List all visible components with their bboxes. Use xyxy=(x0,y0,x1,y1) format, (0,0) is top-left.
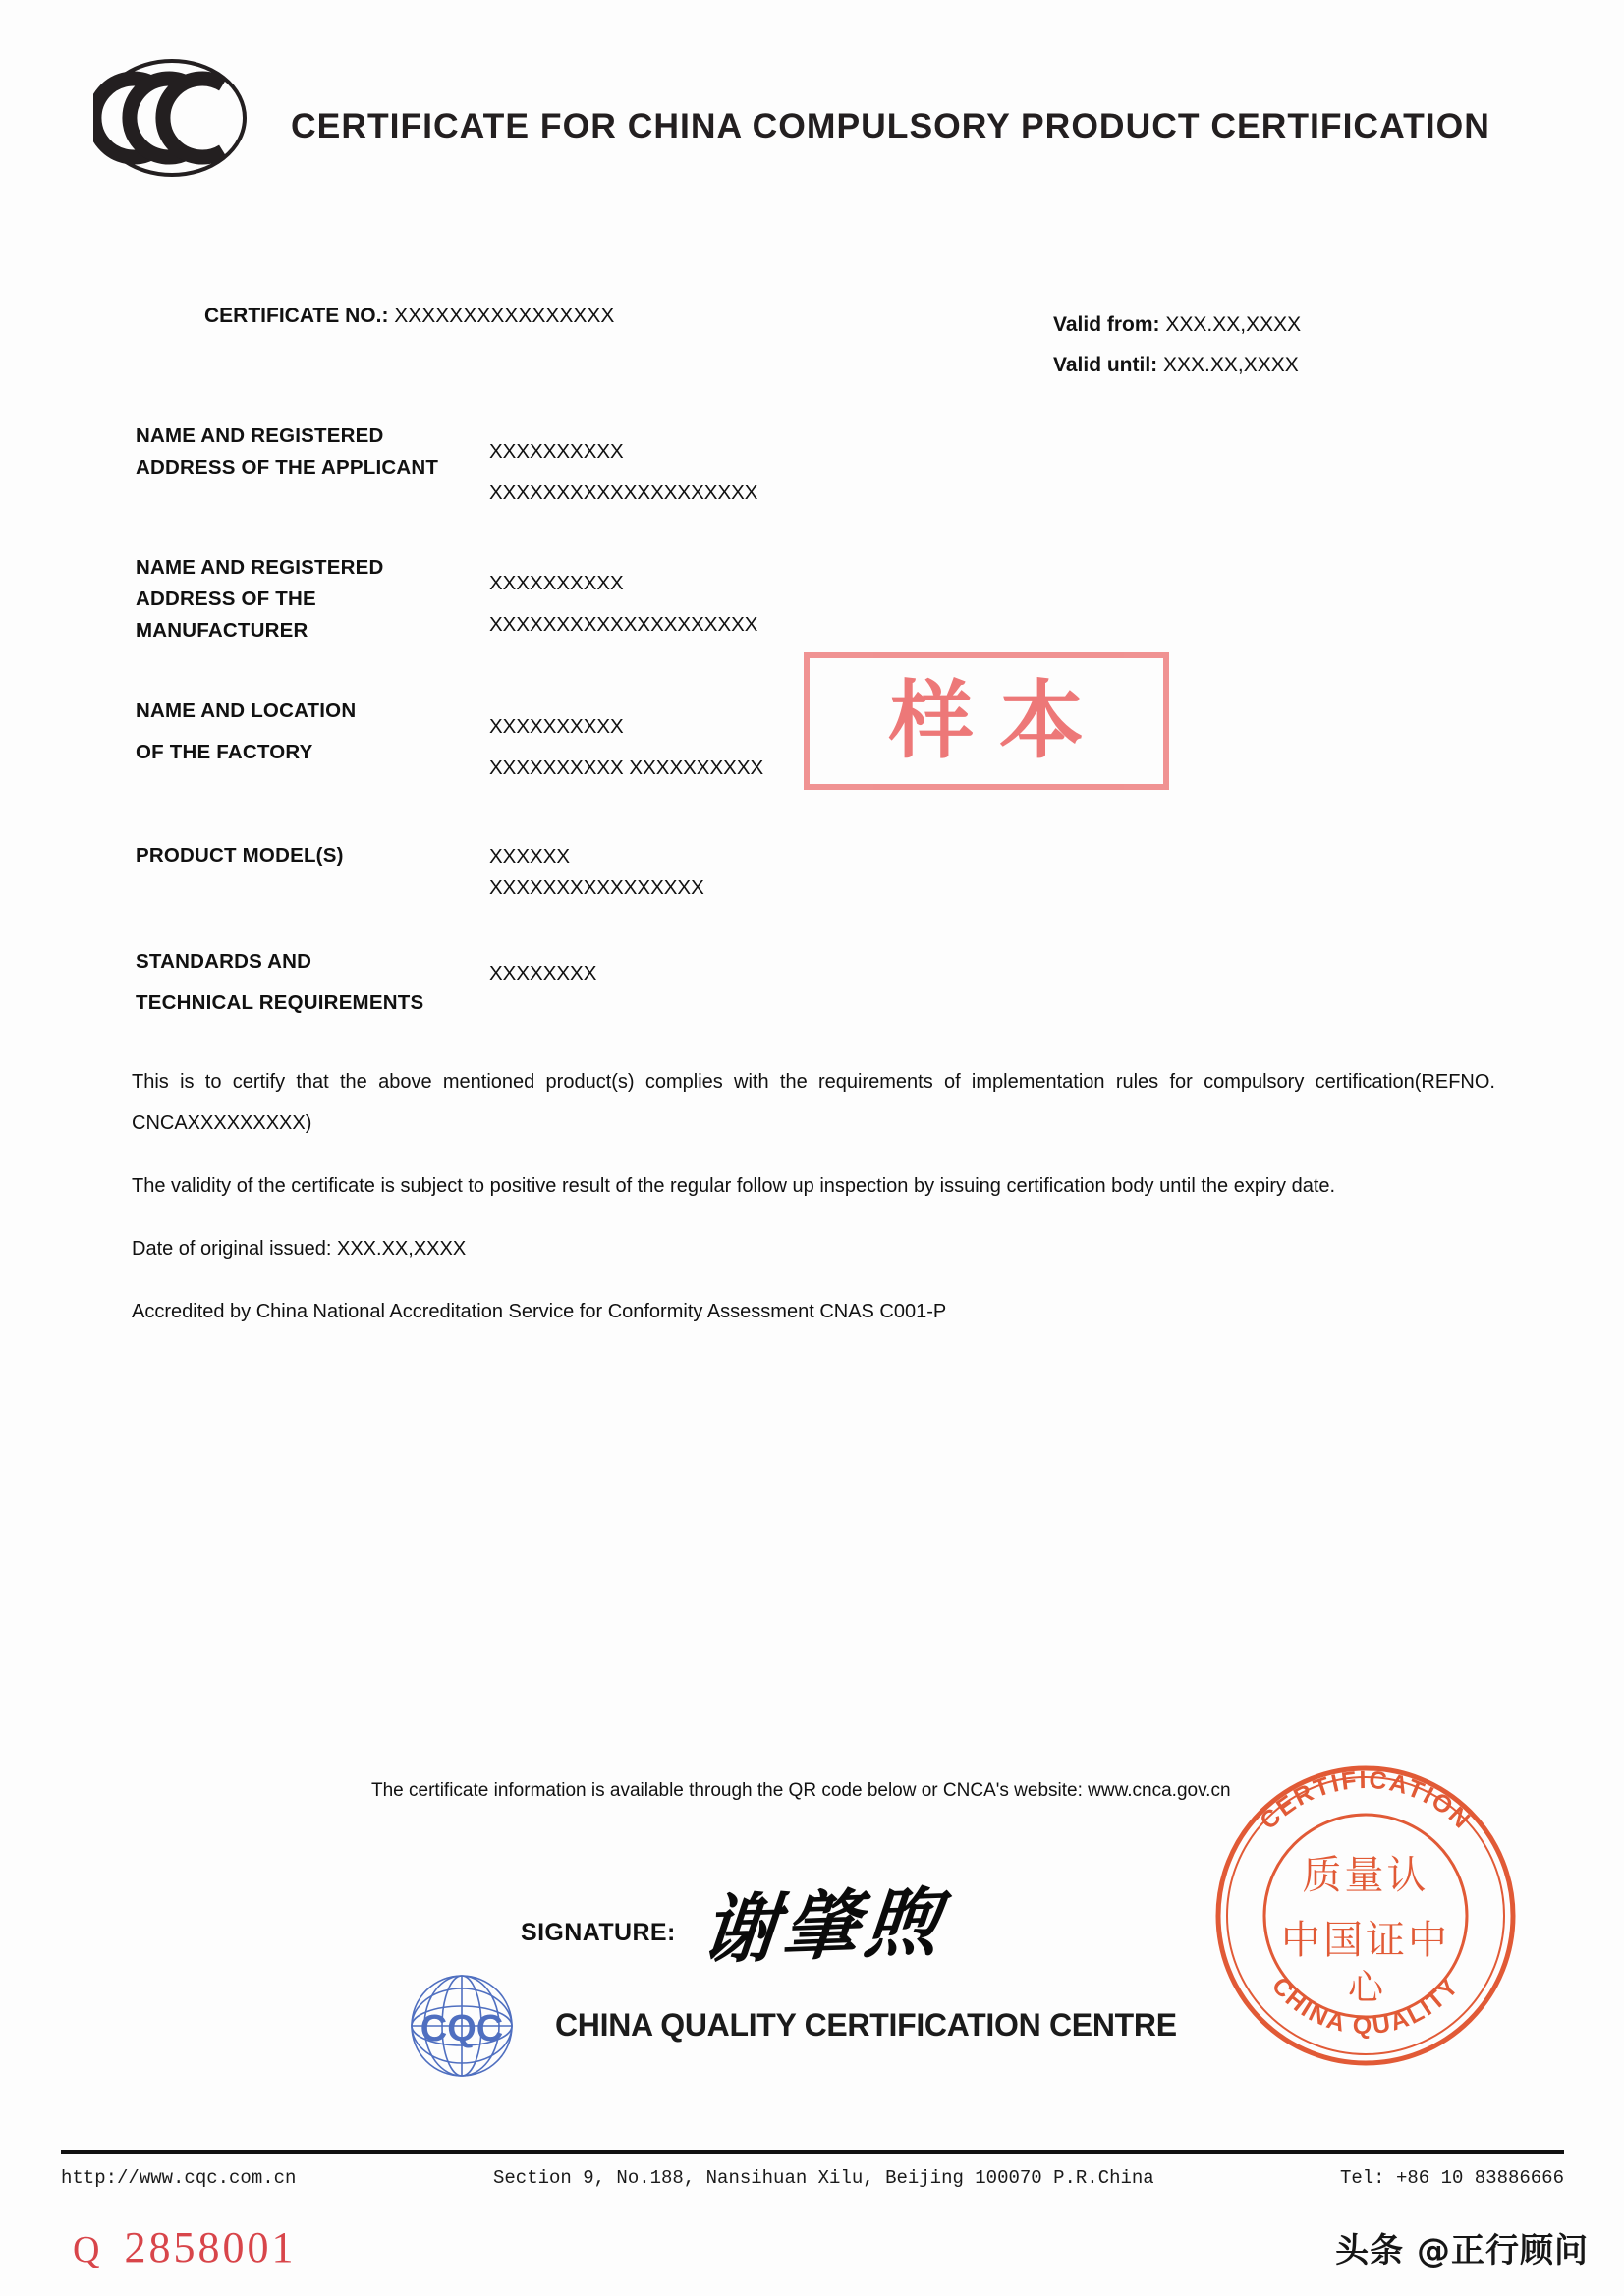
field-label-line: NAME AND REGISTERED xyxy=(136,556,384,579)
valid-until-value: XXX.XX,XXXX xyxy=(1163,354,1299,376)
field-value-line-1: XXXXXXXXXX xyxy=(489,715,624,738)
footer-bar xyxy=(61,2167,1564,2207)
serial-digits: 2858001 xyxy=(124,2223,297,2271)
body-paragraph-4: Accredited by China National Accreditation Service for Conformity Assessment CNAS C001-P xyxy=(132,1301,947,1322)
field-applicant xyxy=(136,420,1216,538)
field-value-line-1: XXXXXXXXXX xyxy=(489,572,624,594)
certificate-header xyxy=(0,0,1624,226)
field-product-models xyxy=(136,840,1216,938)
field-label xyxy=(136,420,489,483)
field-label xyxy=(136,840,489,871)
field-label-line: ADDRESS OF THE APPLICANT xyxy=(136,456,439,478)
serial-prefix: Q xyxy=(73,2229,103,2270)
valid-until-label: Valid until: xyxy=(1053,354,1158,376)
validity-block xyxy=(1053,305,1301,385)
body-paragraph-1: This is to certify that the above mentioned product(s) complies with the requirements of implementation rules for compulsory certification(REFNO. CNCAXXXXXXXXX) xyxy=(132,1071,1495,1134)
ccc-logo-icon xyxy=(93,57,251,180)
body-paragraph-2: The validity of the certificate is subject to positive result of the regular follow up inspection by issuing certification body until the expiry date. xyxy=(132,1175,1336,1197)
field-standards xyxy=(136,946,1216,1054)
footer-telephone: Tel: +86 10 83886666 xyxy=(1339,2167,1564,2189)
certificate-number-label: CERTIFICATE NO.: xyxy=(204,305,389,327)
field-value-line-2: XXXXXXXXXXXXXXXXXXXX xyxy=(489,481,758,504)
field-label-line: ADDRESS OF THE xyxy=(136,588,316,610)
certificate-number-value: XXXXXXXXXXXXXXXX xyxy=(394,305,615,327)
footer-website[interactable]: http://www.cqc.com.cn xyxy=(61,2167,297,2189)
valid-from-value: XXX.XX,XXXX xyxy=(1165,313,1302,336)
svg-text:质量认: 质量认 xyxy=(1302,1853,1429,1898)
cqc-organization-name: CHINA QUALITY CERTIFICATION CENTRE xyxy=(555,2007,1177,2043)
svg-text:CQC: CQC xyxy=(420,2008,504,2049)
qr-code-notice: The certificate information is available through the QR code below or CNCA's website: www.cnca.gov.cn xyxy=(371,1780,1231,1801)
svg-text:心: 心 xyxy=(1347,1968,1384,2008)
footer-divider xyxy=(61,2150,1564,2154)
certificate-number-row xyxy=(204,305,614,328)
field-label xyxy=(136,946,489,1019)
valid-until-row xyxy=(1053,345,1301,385)
footer-address: Section 9, No.188, Nansihuan Xilu, Beijing 100070 P.R.China xyxy=(493,2167,1154,2189)
field-label-line: STANDARDS AND xyxy=(136,950,312,973)
source-watermark: 头条 @正行顾问 xyxy=(1335,2231,1589,2270)
field-label-line: NAME AND REGISTERED xyxy=(136,424,384,447)
certificate-body xyxy=(132,1061,1495,1354)
field-label xyxy=(136,696,489,768)
sample-stamp-text: 样本 xyxy=(889,672,1109,770)
body-paragraph-3: Date of original issued: XXX.XX,XXXX xyxy=(132,1238,467,1260)
svg-text:CERTIFICATION: CERTIFICATION xyxy=(1255,1765,1477,1835)
field-label-line: PRODUCT MODEL(S) xyxy=(136,844,344,867)
valid-from-row xyxy=(1053,305,1301,345)
field-label-line: MANUFACTURER xyxy=(136,619,308,642)
signature-label: SIGNATURE: xyxy=(521,1919,676,1946)
field-value-line-1: XXXXXXXX xyxy=(489,962,597,984)
valid-from-label: Valid from: xyxy=(1053,313,1160,336)
cqc-round-seal xyxy=(1210,1761,1521,2071)
cqc-globe-icon xyxy=(403,1973,521,2079)
field-label xyxy=(136,552,489,646)
field-value-line-2: XXXXXXXXXXXXXXXXXXXX xyxy=(489,613,758,636)
field-value-line-1: XXXXXXXXXX xyxy=(489,440,624,463)
field-label-line: TECHNICAL REQUIREMENTS xyxy=(136,991,424,1014)
serial-number xyxy=(73,2222,296,2272)
field-value-line-2: XXXXXXXXXX XXXXXXXXXX xyxy=(489,756,764,779)
field-label-line: NAME AND LOCATION xyxy=(136,700,357,722)
page-title: CERTIFICATE FOR CHINA COMPULSORY PRODUCT CERTIFICATION xyxy=(291,106,1490,145)
svg-text:中国证中: 中国证中 xyxy=(1281,1918,1450,1963)
svg-text:CHINA QUALITY: CHINA QUALITY xyxy=(1265,1972,1466,2041)
field-value-line-1: XXXXXX xyxy=(489,845,571,868)
sample-stamp xyxy=(804,652,1169,790)
field-label-line: OF THE FACTORY xyxy=(136,741,313,763)
signature-handwriting: 谢肇煦 xyxy=(699,1877,949,1975)
field-value-line-2: XXXXXXXXXXXXXXXX xyxy=(489,876,704,899)
